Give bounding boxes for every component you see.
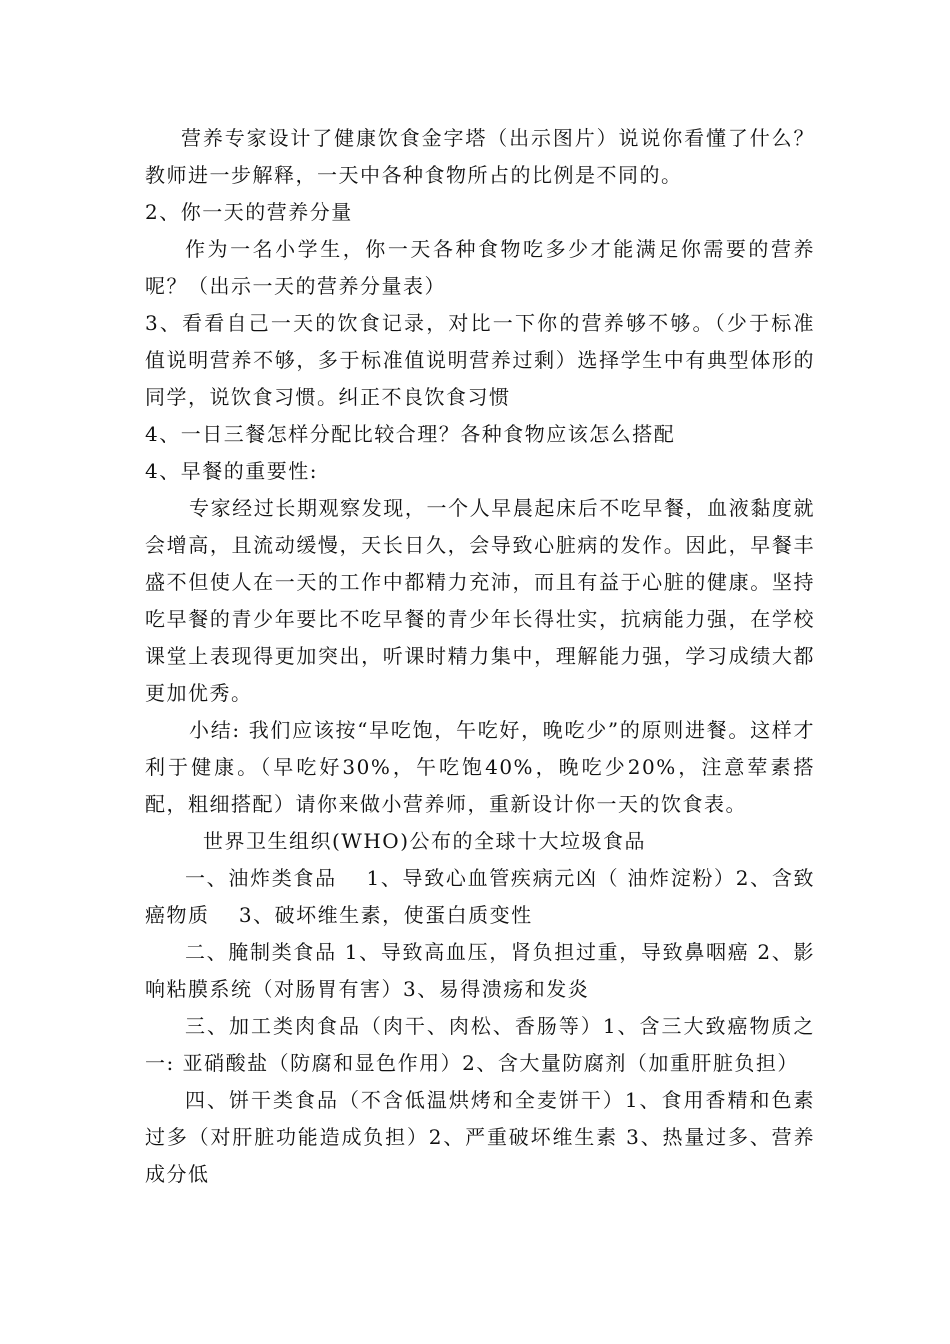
paragraph-pyramid: 营养专家设计了健康饮食金字塔（出示图片）说说你看懂了什么？教师进一步解释，一天中各种食物所占的比例是不同的。 <box>145 126 815 187</box>
paragraph-fried-food: 一、油炸类食品 1、导致心血管疾病元凶（ 油炸淀粉）2、含致癌物质 3、破坏维生素，使蛋白质变性 <box>145 866 815 927</box>
paragraph-pickled-food: 二、腌制类食品 1、导致高血压，肾负担过重，导致鼻咽癌 2、影响粘膜系统（对肠胃有害）3、易得溃疡和发炎 <box>145 940 815 1001</box>
paragraph-processed-meat: 三、加工类肉食品（肉干、肉松、香肠等）1、含三大致癌物质之一: 亚硝酸盐（防腐和显色作用）2、含大量防腐剂（加重肝脏负担） <box>145 1014 815 1075</box>
heading-daily-nutrition: 2、你一天的营养分量 <box>145 200 353 224</box>
heading-three-meals: 4、一日三餐怎样分配比较合理？各种食物应该怎么搭配 <box>145 422 676 446</box>
heading-who-junk-food: 世界卫生组织(WHO)公布的全球十大垃圾食品 <box>203 829 646 853</box>
paragraph-summary: 小结: 我们应该按“早吃饱，午吃好，晚吃少”的原则进餐。这样才利于健康。（早吃好30%，午吃饱40%，晚吃少20%，注意荤素搭配，粗细搭配）请你来做小营养师，重新设计你一天的饮食表。 <box>145 718 815 816</box>
paragraph-biscuits: 四、饼干类食品（不含低温烘烤和全麦饼干）1、食用香精和色素过多（对肝脏功能造成负担）2、严重破坏维生素 3、热量过多、营养成分低 <box>145 1088 815 1186</box>
paragraph-diet-record: 3、看看自己一天的饮食记录，对比一下你的营养够不够。（少于标准值说明营养不够，多于标准值说明营养过剩）选择学生中有典型体形的同学，说饮食习惯。纠正不良饮食习惯 <box>145 311 815 409</box>
document-body <box>145 120 815 1193</box>
paragraph-daily-portion: 作为一名小学生，你一天各种食物吃多少才能满足你需要的营养呢？（出示一天的营养分量表） <box>145 237 815 298</box>
paragraph-breakfast-importance: 专家经过长期观察发现，一个人早晨起床后不吃早餐，血液黏度就会增高，且流动缓慢，天长日久，会导致心脏病的发作。因此，早餐丰盛不但使人在一天的工作中都精力充沛，而且有益于心脏的健康。坚持吃早餐的青少年要比不吃早餐的青少年长得壮实，抗病能力强，在学校课堂上表现得更加突出，听课时精力集中，理解能力强，学习成绩大都更加优秀。 <box>145 496 815 705</box>
heading-breakfast: 4、早餐的重要性: <box>145 459 318 483</box>
